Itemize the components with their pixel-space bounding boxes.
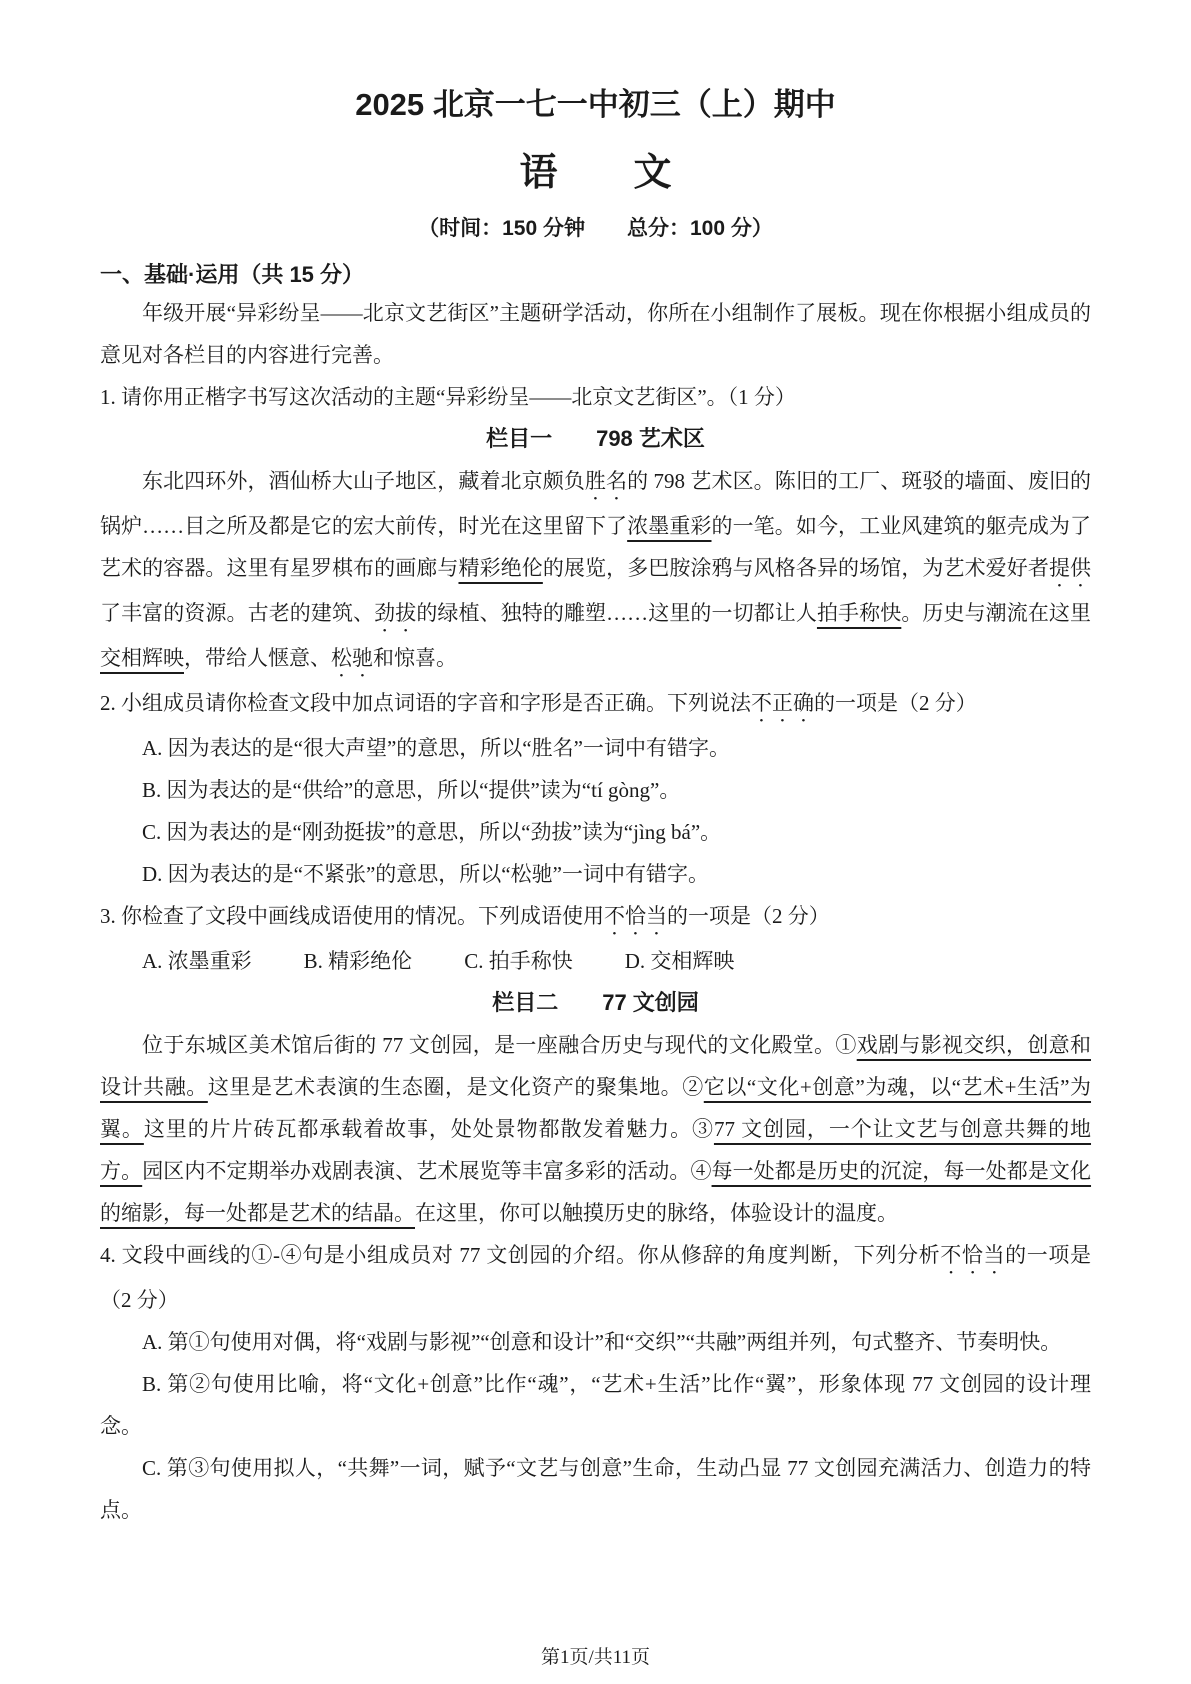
page-title: 2025 北京一七一中初三（上）期中 [355,87,836,122]
underlined-phrase: 它以“文化+创意”为魂，以“艺术+生活”为翼。 [100,1075,1092,1141]
question-4-option-a: A. 第①句使用对偶，将“戏剧与影视”“创意和设计”和“交织”“共融”两组并列，句式整齐、节奏明快。 [142,1330,1062,1354]
question-2-stem [100,682,1091,727]
text-run: 东北四环外，酒仙桥大山子地区，藏着北京颇负 [142,469,585,493]
underlined-phrase: 戏剧与影视交织，创意和设计共融。 [100,1033,1091,1099]
question-4-option-b: B. 第②句使用比喻，将“文化+创意”比作“魂”，“艺术+生活”比作“翼”，形象体现 77 文创园的设计理念。 [100,1372,1091,1438]
column2-paragraph [100,1024,1091,1234]
dotted-phrase: 劲拔 [374,601,417,625]
column1-paragraph [100,460,1091,682]
question-2-option-b: B. 因为表达的是“供给”的意思，所以“提供”读为“tí gòng”。 [142,778,681,802]
question-4-option-c: C. 第③句使用拟人，“共舞”一词，赋予“文艺与创意”生命，生动凸显 77 文创园充满活力、创造力的特点。 [100,1456,1091,1522]
text-run: 的一项是（2 分） [814,691,977,715]
text-run: 和惊喜。 [373,646,457,670]
text-run: 的一项是（2 分） [667,904,830,928]
text-run: 位于东城区美术馆后街的 77 文创园，是一座融合历史与现代的文化殿堂。① [142,1033,857,1057]
question-3-stem [100,895,1091,940]
text-run: 3. 你检查了文段中画线成语使用的情况。下列成语使用 [100,904,604,928]
text-run: ，带给人惬意、 [184,646,331,670]
subject-title: 语 文 [519,152,672,194]
dotted-phrase: 提供 [1048,556,1092,580]
question-2-option-c: C. 因为表达的是“刚劲挺拔”的意思，所以“劲拔”读为“jìng bá”。 [142,820,722,844]
dotted-phrase: 不恰当 [940,1243,1006,1267]
text-run: 在这里，你可以触摸历史的脉络，体验设计的温度。 [415,1201,898,1225]
underlined-phrase: 交相辉映 [100,646,184,670]
underlined-phrase: 每一处都是历史的沉淀，每一处都是文化的缩影，每一处都是艺术的结晶。 [100,1159,1092,1225]
text-run: 的一笔。如今，工业风建筑的躯壳成为了艺术的容器。这里有星罗棋布的画廊与 [100,514,1092,580]
dotted-phrase: 不正确 [751,691,814,715]
text-run: 的绿植、独特的雕塑……这里的一切都让人 [416,601,817,625]
text-run: 的一项是（2 分） [100,1243,1091,1312]
dotted-phrase: 不恰当 [604,904,667,928]
page-number: 第1页/共11页 [540,1647,651,1668]
text-run: 的 798 艺术区。陈旧的工厂、斑驳的墙面、废旧的锅炉……目之所及都是它的宏大前传，时光在这里留下了 [100,469,1092,538]
text-run: 园区内不定期举办戏剧表演、艺术展览等丰富多彩的活动。④ [142,1159,712,1183]
underlined-phrase: 精彩绝伦 [458,556,543,580]
question-3-options [100,940,1091,982]
question-3-option-d: D. 交相辉映 [624,949,735,973]
question-3-option-c: C. 拍手称快 [464,949,573,973]
question-2-option-a: A. 因为表达的是“很大声望”的意思，所以“胜名”一词中有错字。 [142,736,730,760]
section1-intro: 年级开展“异彩纷呈——北京文艺街区”主题研学活动，你所在小组制作了展板。现在你根据小组成员的意见对各栏目的内容进行完善。 [100,301,1091,367]
text-run: 2. 小组成员请你检查文段中加点词语的字音和字形是否正确。下列说法 [100,691,751,715]
text-run: 这里是艺术表演的生态圈，是文化资产的聚集地。② [207,1075,704,1099]
dotted-phrase: 松驰 [331,646,373,670]
question-1: 1. 请你用正楷字书写这次活动的主题“异彩纷呈——北京文艺街区”。（1 分） [100,385,796,409]
question-2-option-d: D. 因为表达的是“不紧张”的意思，所以“松驰”一词中有错字。 [142,862,709,886]
exam-meta: （时间：150 分钟 总分：100 分） [418,217,773,240]
question-3-option-a: A. 浓墨重彩 [142,949,252,973]
column1-heading: 栏目一 798 艺术区 [486,426,705,451]
text-run: 。历史与潮流在这里 [901,601,1092,625]
text-run: 4. 文段中画线的①-④句是小组成员对 77 文创园的介绍。你从修辞的角度判断，下列分析 [100,1243,941,1267]
question-3-option-b: B. 精彩绝伦 [303,949,413,973]
text-run: 的展览，多巴胺涂鸦与风格各异的场馆，为艺术爱好者 [542,556,1049,580]
dotted-phrase: 胜名 [584,469,628,493]
text-run: 了丰富的资源。古老的建筑、 [100,601,375,625]
column2-heading: 栏目二 77 文创园 [492,990,699,1015]
question-4-stem [100,1234,1091,1321]
underlined-phrase: 77 文创园，一个让文艺与创意共舞的地方。 [100,1117,1092,1183]
text-run: 这里的片片砖瓦都承载着故事，处处景物都散发着魅力。③ [143,1117,714,1141]
underlined-phrase: 浓墨重彩 [627,514,712,538]
section1-heading: 一、基础·运用（共 15 分） [100,262,365,287]
underlined-phrase: 拍手称快 [816,601,902,625]
